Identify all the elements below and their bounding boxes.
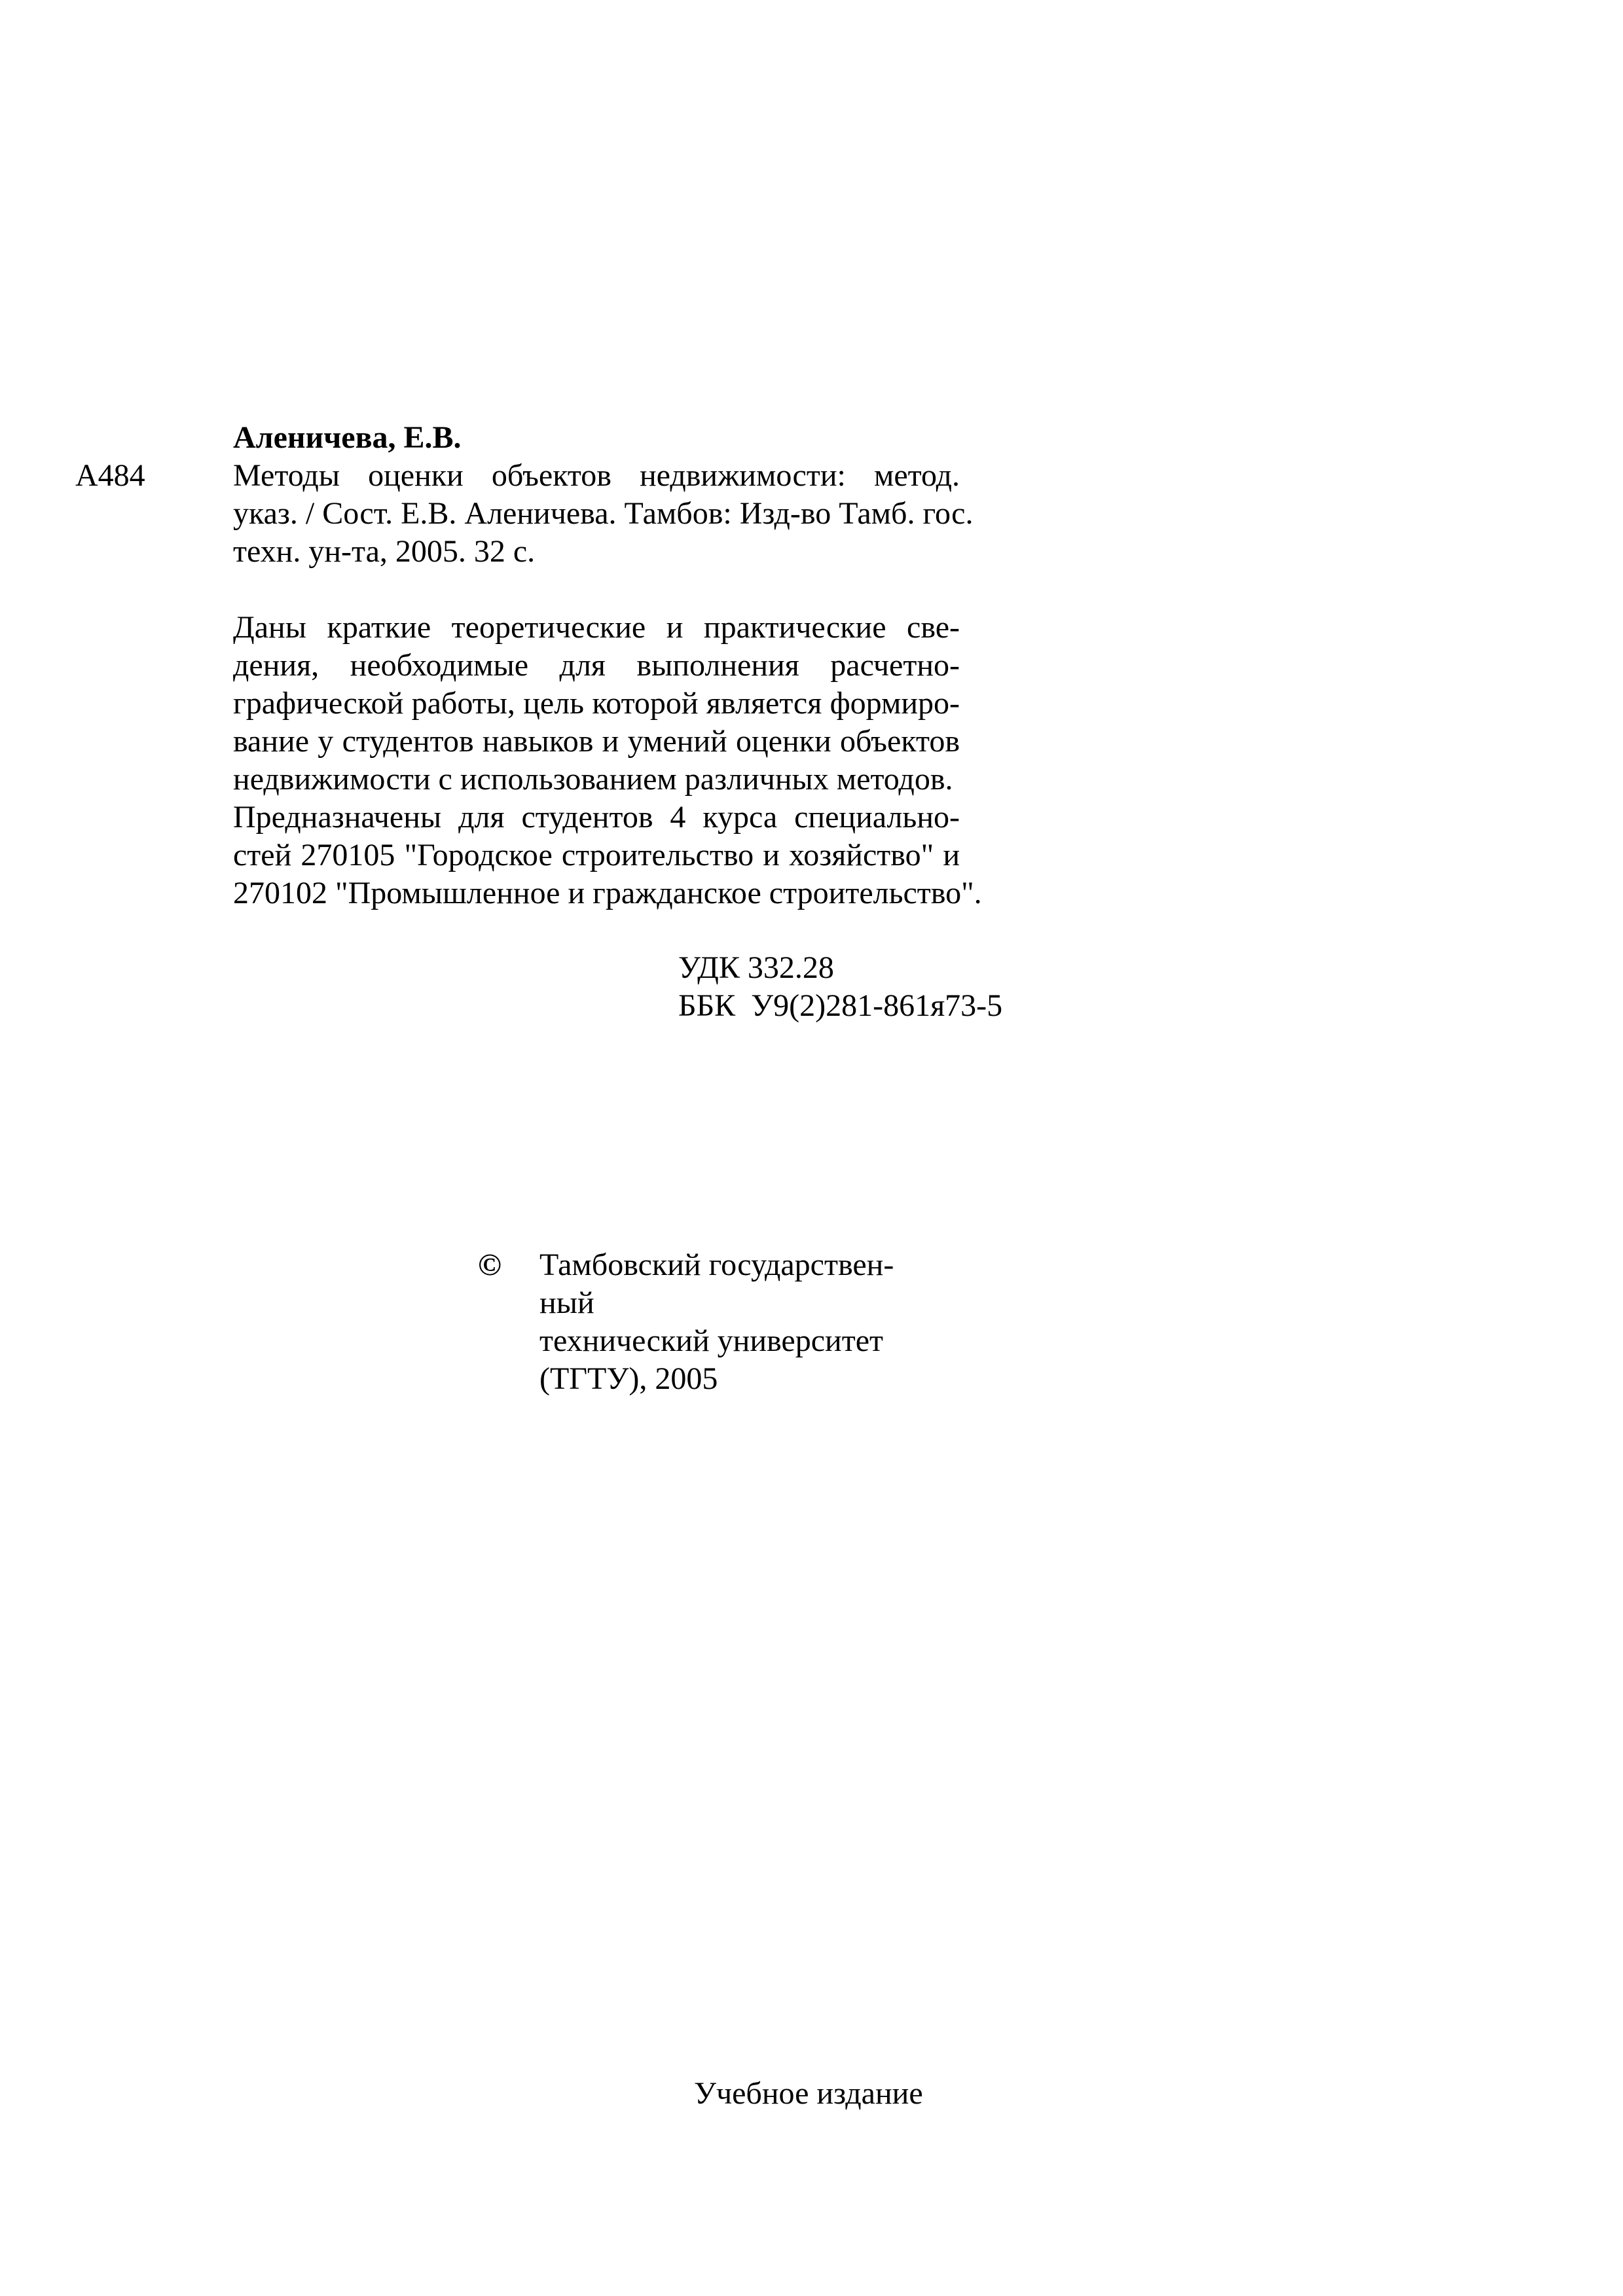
- edition-type-label: Учебное издание: [694, 2076, 923, 2111]
- abstract-line-3: графической работы, цель которой является формиро-: [233, 686, 960, 721]
- title-line-2: указ. / Сост. Е.В. Аленичева. Тамбов: Изд-во Тамб. гос.: [233, 496, 974, 531]
- abstract-line-4: вание у студентов навыков и умений оценки объектов: [233, 724, 960, 759]
- author-heading: Аленичева, Е.В.: [233, 420, 462, 455]
- bbk-code: ББК У9(2)281-861я73-5: [678, 988, 1003, 1023]
- title-line-3: техн. ун-та, 2005. 32 с.: [233, 534, 536, 569]
- purpose-line-1: Предназначены для студентов 4 курса специально-: [233, 800, 960, 834]
- purpose-line-2: стей 270105 "Городское строительство и хозяйство" и: [233, 838, 960, 872]
- copyright-icon: ©: [478, 1247, 501, 1282]
- abstract-line-5: недвижимости с использованием различных методов.: [233, 762, 953, 797]
- copyright-line-1: Тамбовский государствен-: [539, 1247, 894, 1282]
- catalog-code: А484: [75, 458, 145, 493]
- purpose-line-3: 270102 "Промышленное и гражданское строительство".: [233, 876, 982, 910]
- copyright-line-3: технический университет: [539, 1323, 883, 1358]
- copyright-line-4: (ТГТУ), 2005: [539, 1361, 718, 1396]
- udk-code: УДК 332.28: [678, 950, 834, 985]
- title-line-1: Методы оценки объектов недвижимости: метод.: [233, 458, 960, 493]
- abstract-line-2: дения, необходимые для выполнения расчетно-: [233, 648, 960, 683]
- abstract-line-1: Даны краткие теоретические и практические све-: [233, 610, 960, 645]
- copyright-line-2: ный: [539, 1285, 594, 1320]
